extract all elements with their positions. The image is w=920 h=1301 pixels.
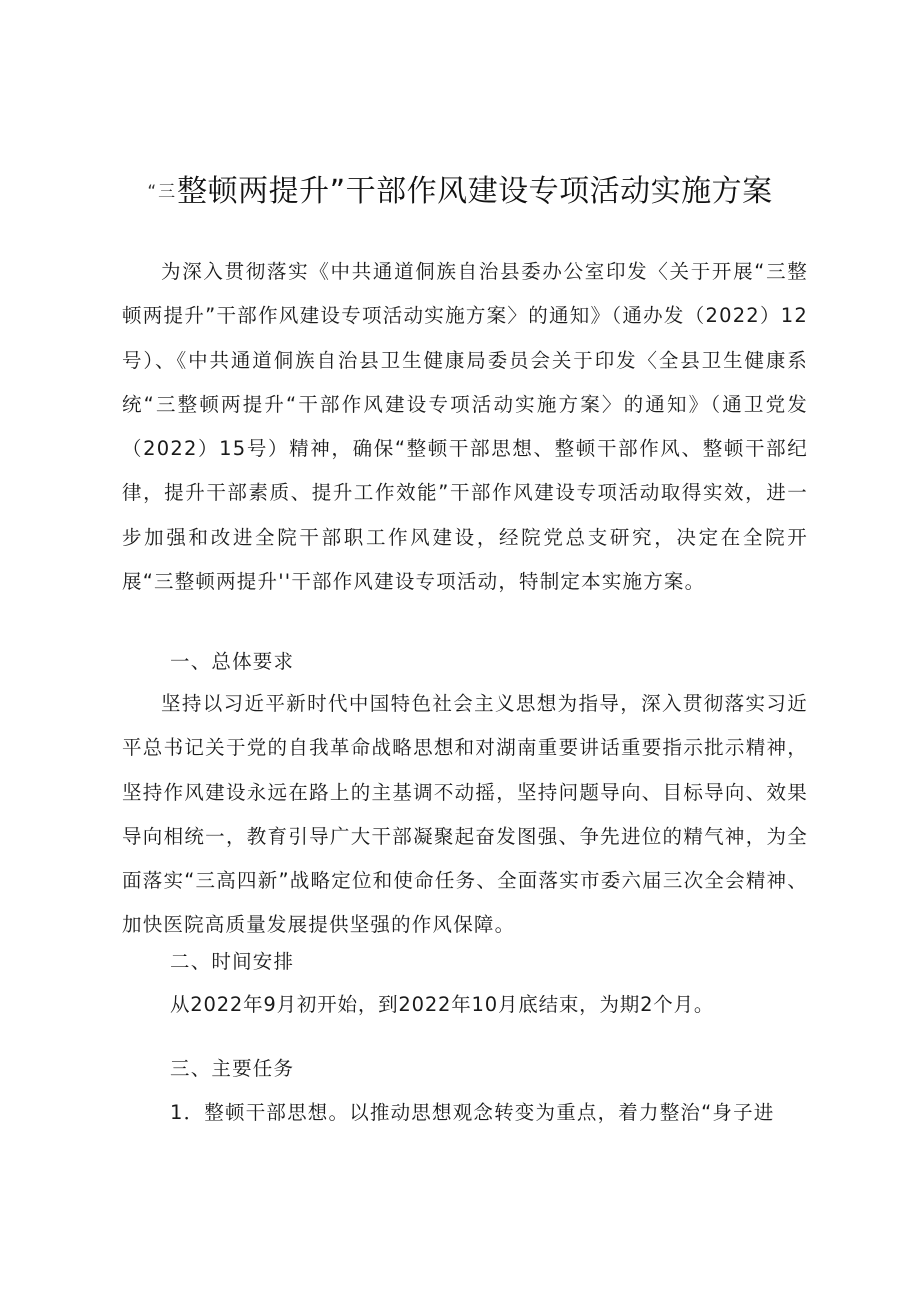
section-1-paragraph: 坚持以习近平新时代中国特色社会主义思想为指导，深入贯彻落实习近平总书记关于党的自我革命战略思想和对湖南重要讲话重要指示批示精神，坚持作风建设永远在路上的主基调不动摇，坚持问题导向、目标导向、效果导向相统一，教育引导广大干部凝聚起奋发图强、争先进位的精气神，为全面落实“三高四新”战略定位和使命任务、全面落实市委六届三次全会精神、加快医院高质量发展提供坚强的作风保障。 [122,692,808,937]
section-1-heading: 一、总体要求 [170,650,295,673]
intro-paragraph: 为深入贯彻落实《中共通道侗族自治县委办公室印发〈关于开展“三整顿两提升”干部作风建设专项活动实施方案〉的通知》（通办发（2022）12号）、《中共通道侗族自治县卫生健康局委员会关于印发〈全县卫生健康系统“三整顿两提升“干部作风建设专项活动实施方案〉的通知》（通卫党发（2022）15号）精神，确保“整顿干部思想、整顿干部作风、整顿干部纪律，提升干部素质、提升工作效能”干部作风建设专项活动取得实效，进一步加强和改进全院干部职工作风建设，经院党总支研究，决定在全院开展“三整顿两提升''干部作风建设专项活动，特制定本实施方案。 [122,260,808,594]
title-prefix: “三 [147,182,178,202]
section-3-heading: 三、主要任务 [170,1057,295,1080]
section-2-heading: 二、时间安排 [170,950,295,973]
section-3-item-1: 1．整顿干部思想。以推动思想观念转变为重点，着力整治“身子进 [170,1101,775,1124]
section-2-paragraph: 从2022年9月初开始，到2022年10月底结束，为期2个月。 [170,993,715,1016]
title-main: 整顿两提升”干部作风建设专项活动实施方案 [177,174,773,209]
document-title [110,168,810,216]
